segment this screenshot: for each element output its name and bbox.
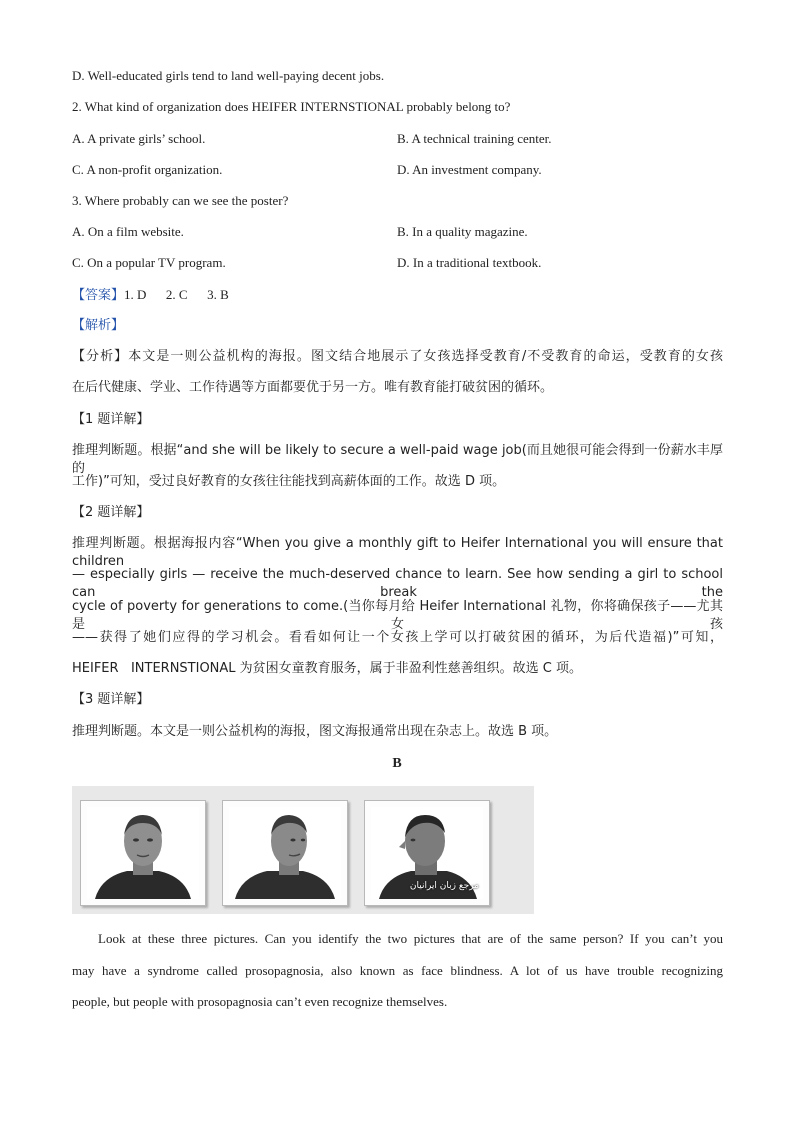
portrait-front-image [87,807,199,899]
passage-line-2: may have a syndrome called prosopagnosia, also known as face blindness. A lot of us have trouble recognizing [72,963,723,978]
q3-option-b: B. In a quality magazine. [397,224,528,239]
q3-option-a: A. On a film website. [72,224,184,239]
detail2-heading: 【2 题详解】 [72,505,150,520]
analysis-line-2: 在后代健康、学业、工作待遇等方面都要优于另一方。唯有教育能打破贫困的循环。 [72,380,554,395]
detail3-heading: 【3 题详解】 [72,692,150,707]
detail2-line-2: — especially girls — receive the much-deserved chance to learn. See how sending a girl to school can break the [72,567,723,600]
q2-option-b: B. A technical training center. [397,131,552,146]
q1-option-d: D. Well-educated girls tend to land well-paying decent jobs. [72,68,385,83]
photo-1 [80,800,206,906]
detail2-line-1: 推理判断题。根据海报内容“When you give a monthly gift to Heifer International you will ensure that children [72,536,723,569]
portrait-three-quarter-image [229,807,341,899]
detail1-line-2: 工作)”可知，受过良好教育的女孩往往能找到高薪体面的工作。故选 D 项。 [72,474,506,489]
face-photos [72,786,534,914]
q3-question: 3. Where probably can we see the poster? [72,193,289,208]
photo-3 [364,800,490,906]
q2-option-a: A. A private girls’ school. [72,131,206,146]
q3-option-c: C. On a popular TV program. [72,255,226,270]
passage-line-3: people, but people with prosopagnosia can’t even recognize themselves. [72,994,448,1009]
answer-label: 【答案】 [72,288,125,303]
photo-watermark: مرجع زبان ایرانیان [409,881,479,891]
analysis-label: 【解析】 [72,318,125,333]
detail2-line-4: ——获得了她们应得的学习机会。看看如何让一个女孩上学可以打破贫困的循环，为后代造福)”可知， [72,630,723,645]
answer-values: 1. D 2. C 3. B [124,287,229,302]
q2-option-d: D. An investment company. [397,162,542,177]
detail1-heading: 【1 题详解】 [72,412,150,427]
detail1-line-1: 推理判断题。根据“and she will be likely to secure a well-paid wage job(而且她很可能会得到一份薪水丰厚的 [72,443,723,476]
passage-line-1: Look at these three pictures. Can you identify the two pictures that are of the same person? If you can’t you [98,931,723,946]
q2-question: 2. What kind of organization does HEIFER INTERNSTIONAL probably belong to? [72,99,511,114]
q2-option-c: C. A non-profit organization. [72,162,223,177]
analysis-line-1: 【分析】本文是一则公益机构的海报。图文结合地展示了女孩选择受教育/不受教育的命运，受教育的女孩 [72,349,723,364]
q3-option-d: D. In a traditional textbook. [397,255,542,270]
detail2-line-3: cycle of poverty for generations to come.(当你每月给 Heifer International 礼物，你将确保孩子——尤其是女孩 [72,599,723,632]
answer-line [72,286,229,305]
photo-2 [222,800,348,906]
detail3-line-1: 推理判断题。本文是一则公益机构的海报，图文海报通常出现在杂志上。故选 B 项。 [72,724,558,739]
section-b-heading: B [392,756,402,771]
detail2-line-5: HEIFER INTERNSTIONAL 为贫困女童教育服务，属于非盈利性慈善组织。故选 C 项。 [72,661,583,676]
